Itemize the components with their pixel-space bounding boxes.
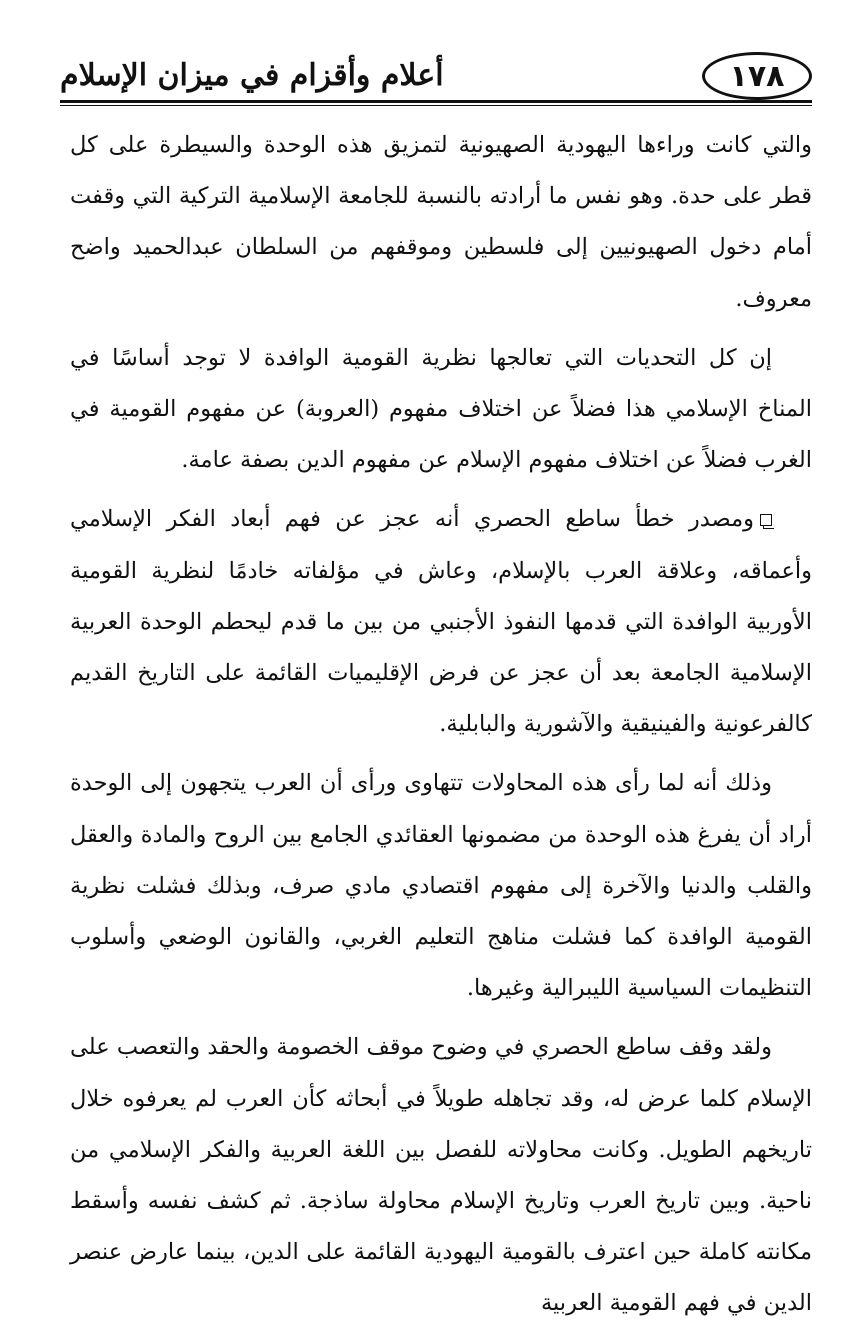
paragraph-2: إن كل التحديات التي تعالجها نظرية القومية الوافدة لا توجد أساسًا في المناخ الإسلامي هذا فضلاً عن اختلاف مفهوم (العروبة) عن مفهوم القومية في الغرب فضلاً عن اختلاف مفهوم الإسلام عن مفهوم الدين بصفة عامة.	[70, 344, 812, 474]
page-number: ١٧٨	[702, 52, 812, 100]
paragraph-5: ولقد وقف ساطع الحصري في وضوح موقف الخصومة والحقد والتعصب على الإسلام كلما عرض له، وقد تجاهله طويلاً في أبحاثه كأن العرب لم يعرفوه خلال تاريخهم الطويل. وكانت محاولاته للفصل بين اللغة العربية والفكر الإسلامي من ناحية. وبين تاريخ العرب وتاريخ الإسلام محاولة ساذجة. ثم كشف نفسه وأسقط مكانته كاملة حين اعترف بالقومية اليهودية القائمة على الدين، بينما عارض عنصر الدين في فهم القومية العربية	[70, 1034, 812, 1317]
paragraph-3-text: ومصدر خطأ ساطع الحصري أنه عجز عن فهم أبعاد الفكر الإسلامي وأعماقه، وعلاقة العرب بالإسلام، وعاش في مؤلفاته خادمًا لنظرية القومية الأوربية الوافدة التي قدمها النفوذ الأجنبي من بين ما قدم ليحطم الوحدة العربية الإسلامية الجامعة بعد أن عجز عن فرض الإقليميات القائمة على التاريخ القديم كالفرعونية والفينيقية والآشورية والبابلية.	[70, 506, 812, 738]
paragraph-3	[70, 494, 812, 750]
page-header	[60, 52, 812, 104]
paragraph-1: والتي كانت وراءها اليهودية الصهيونية لتمزيق هذه الوحدة والسيطرة على كل قطر على حدة. وهو نفس ما أرادته بالنسبة للجامعة الإسلامية التركية التي وقفت أمام دخول الصهيونيين إلى فلسطين وموقفهم من السلطان عبدالحميد واضح معروف.	[70, 132, 812, 312]
running-title: أعلام وأقزام في ميزان الإسلام	[60, 58, 444, 93]
body-text	[70, 120, 812, 1338]
paragraph-4: وذلك أنه لما رأى هذه المحاولات تتهاوى ورأى أن العرب يتجهون إلى الوحدة أراد أن يفرغ هذه الوحدة من مضمونها العقائدي الجامع بين الروح والمادة والعقل والقلب والدنيا والآخرة إلى مفهوم اقتصادي مادي صرف، وبذلك فشلت نظرية القومية الوافدة كما فشلت مناهج التعليم الغربي، والقانون الوضعي وأسلوب التنظيمات السياسية الليبرالية وغيرها.	[70, 770, 812, 1002]
header-rule	[60, 100, 812, 103]
header-rule-thin	[60, 105, 812, 106]
section-marker-icon	[760, 514, 772, 526]
